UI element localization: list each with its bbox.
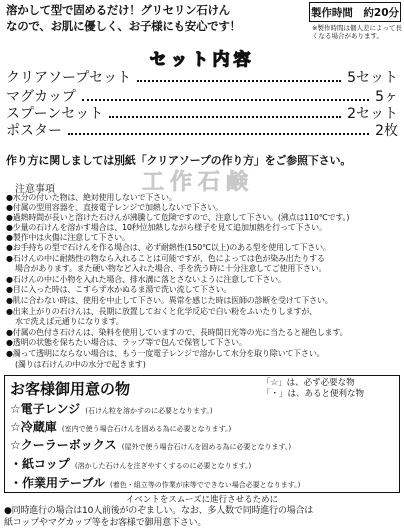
set-item-name: スプーンセット	[6, 106, 104, 122]
caution-item: ●出来上がりの石けんは、長期に放置しておくと化学反応で白い粉をふいたりしますが、	[6, 307, 317, 316]
set-item-qty: 2枚	[375, 123, 398, 139]
set-item-qty: 2セット	[347, 106, 398, 122]
caution-item: ●付属の色付き石けんは、染料を使用していますので、長時間日光等の光に当たると褪色します。	[6, 328, 348, 337]
prep-item	[10, 453, 251, 472]
legend-required: 「☆」は、必ず必要な物	[262, 378, 355, 388]
caution-title: 注意事項	[15, 184, 55, 195]
set-item	[6, 71, 398, 86]
event-note-cont: 紙コップやマグカップ等をお客様で御用意下さい。	[4, 518, 207, 528]
prep-item-note: (着色・組立等の作業が床等でできない場合必要となります。)	[110, 481, 301, 489]
leader-dots	[109, 107, 341, 118]
leader-dots	[82, 90, 369, 101]
set-item-name: ポスター	[6, 123, 62, 139]
caution-item: ●水分の付いた物は、絶対使用しないで下さい。	[6, 193, 177, 202]
set-item-qty: 5セット	[347, 70, 398, 86]
caution-item-cont: 場合があります。また硬い物など入れた場合、手を洗う時に十分注意してご使用下さい。	[15, 264, 327, 273]
prep-item	[10, 434, 291, 453]
caution-item: ●付属の型用容器を、直接電子レンジで加熱しないで下さい。	[6, 203, 223, 212]
caution-item: ●肌に合わない時は、使用を中止して下さい。異常を感じた時は医師の診断を受けて下さい。	[6, 296, 333, 305]
caution-item-cont: (濁りは石けんの中の水分で起きます)	[15, 360, 146, 369]
set-item-qty: 5ヶ	[375, 89, 398, 105]
set-item	[6, 90, 398, 105]
caution-item: ●製作中は火傷に注意して下さい。	[6, 233, 130, 242]
caution-item: ●透明の状態を保ちたい場合は、ラップ等で包んで保管して下さい。	[6, 338, 247, 347]
event-note: ●同時進行の場合は10人前後がのぞましい。なお、多人数で同時進行の場合は	[4, 506, 314, 516]
caution-item: ●過熱時間が長いと溶けた石けんが沸騰して危険ですので、注意して下さい。(沸点は110℃です。)	[6, 213, 350, 222]
leader-dots	[68, 124, 369, 135]
watermark-icon	[142, 167, 252, 193]
prep-item-name: ・作業用テーブル	[10, 476, 105, 490]
set-item-name: クリアソープセット	[6, 70, 132, 86]
caution-item: ●石けんの中に小物を入れた場合、排水溝に落とさないように注意して下さい。	[6, 275, 286, 284]
caution-item: ●石けんの中に耐熱性の物なら入れることは可能ですが、色によっては色が染み出たりする	[6, 254, 325, 263]
prep-item-note: (屋外で使う場合石けんを固める為に必要となります。)	[121, 443, 292, 451]
prep-item-name: ☆冷蔵庫	[10, 420, 57, 434]
svg-text:工作石鹸: 工作石鹸	[142, 170, 252, 193]
caution-item: ●少量の石けんを溶かす場合は、10秒位加熱しながら様子を見て追加加熱を行って下さい。	[6, 223, 327, 232]
prep-item-name: ・紙コップ	[10, 457, 70, 471]
leader-dots	[137, 71, 341, 82]
legend	[262, 378, 396, 400]
set-item-name: マグカップ	[6, 89, 76, 105]
prep-item-note: (溶かした石けんを注ぎやすくするのに必要となります。)	[74, 462, 252, 470]
prep-item	[10, 472, 300, 491]
prep-item	[10, 398, 213, 417]
prep-item-name: ☆電子レンジ	[10, 402, 81, 416]
legend-useful: 「・」は、あると便利な物	[262, 389, 365, 399]
preparation-title: お客様御用意の物	[10, 380, 131, 398]
production-time-box: 製作時間 約20分	[309, 2, 401, 22]
caution-item: ●濁って透明にならない場合は、もう一度電子レンジで溶かして水分を取り除いて下さい。	[6, 349, 325, 358]
caution-item: ●お手持ちの型で石けんを作る場合は、必ず耐熱性(150℃以上)のある型を使用して下さい。	[6, 243, 331, 252]
caution-item-cont: 水で洗えば元通りになります。	[15, 317, 124, 326]
prep-item-note: (室内で使う場合石けんを固める為に必要となります。)	[61, 425, 232, 433]
intro-line-1: 溶かして型で固めるだけ！グリセリン石けん	[6, 3, 230, 17]
intro-line-2: なので、お肌に優しく、お子様にも安心です！	[6, 19, 241, 33]
set-item	[6, 107, 398, 122]
reference-note: 作り方に関しましては別紙「クリアソープの作り方」をご参照下さい。	[6, 154, 352, 167]
event-title: イベントをスムーズに進行させるために	[125, 495, 279, 505]
production-time-note: ※製作時間は個人差によって長くなる場合があります。	[312, 24, 402, 40]
set-item	[6, 124, 398, 139]
prep-item-note: (石けん粒を溶かすのに必要となります。)	[85, 407, 213, 415]
caution-item: ●目に入った時は、こすらず水かぬるま湯で洗い流して下さい。	[6, 285, 232, 294]
prep-item-name: ☆クーラーボックス	[10, 438, 117, 452]
prep-item	[10, 416, 231, 435]
set-contents-title: セット内容	[149, 50, 255, 70]
